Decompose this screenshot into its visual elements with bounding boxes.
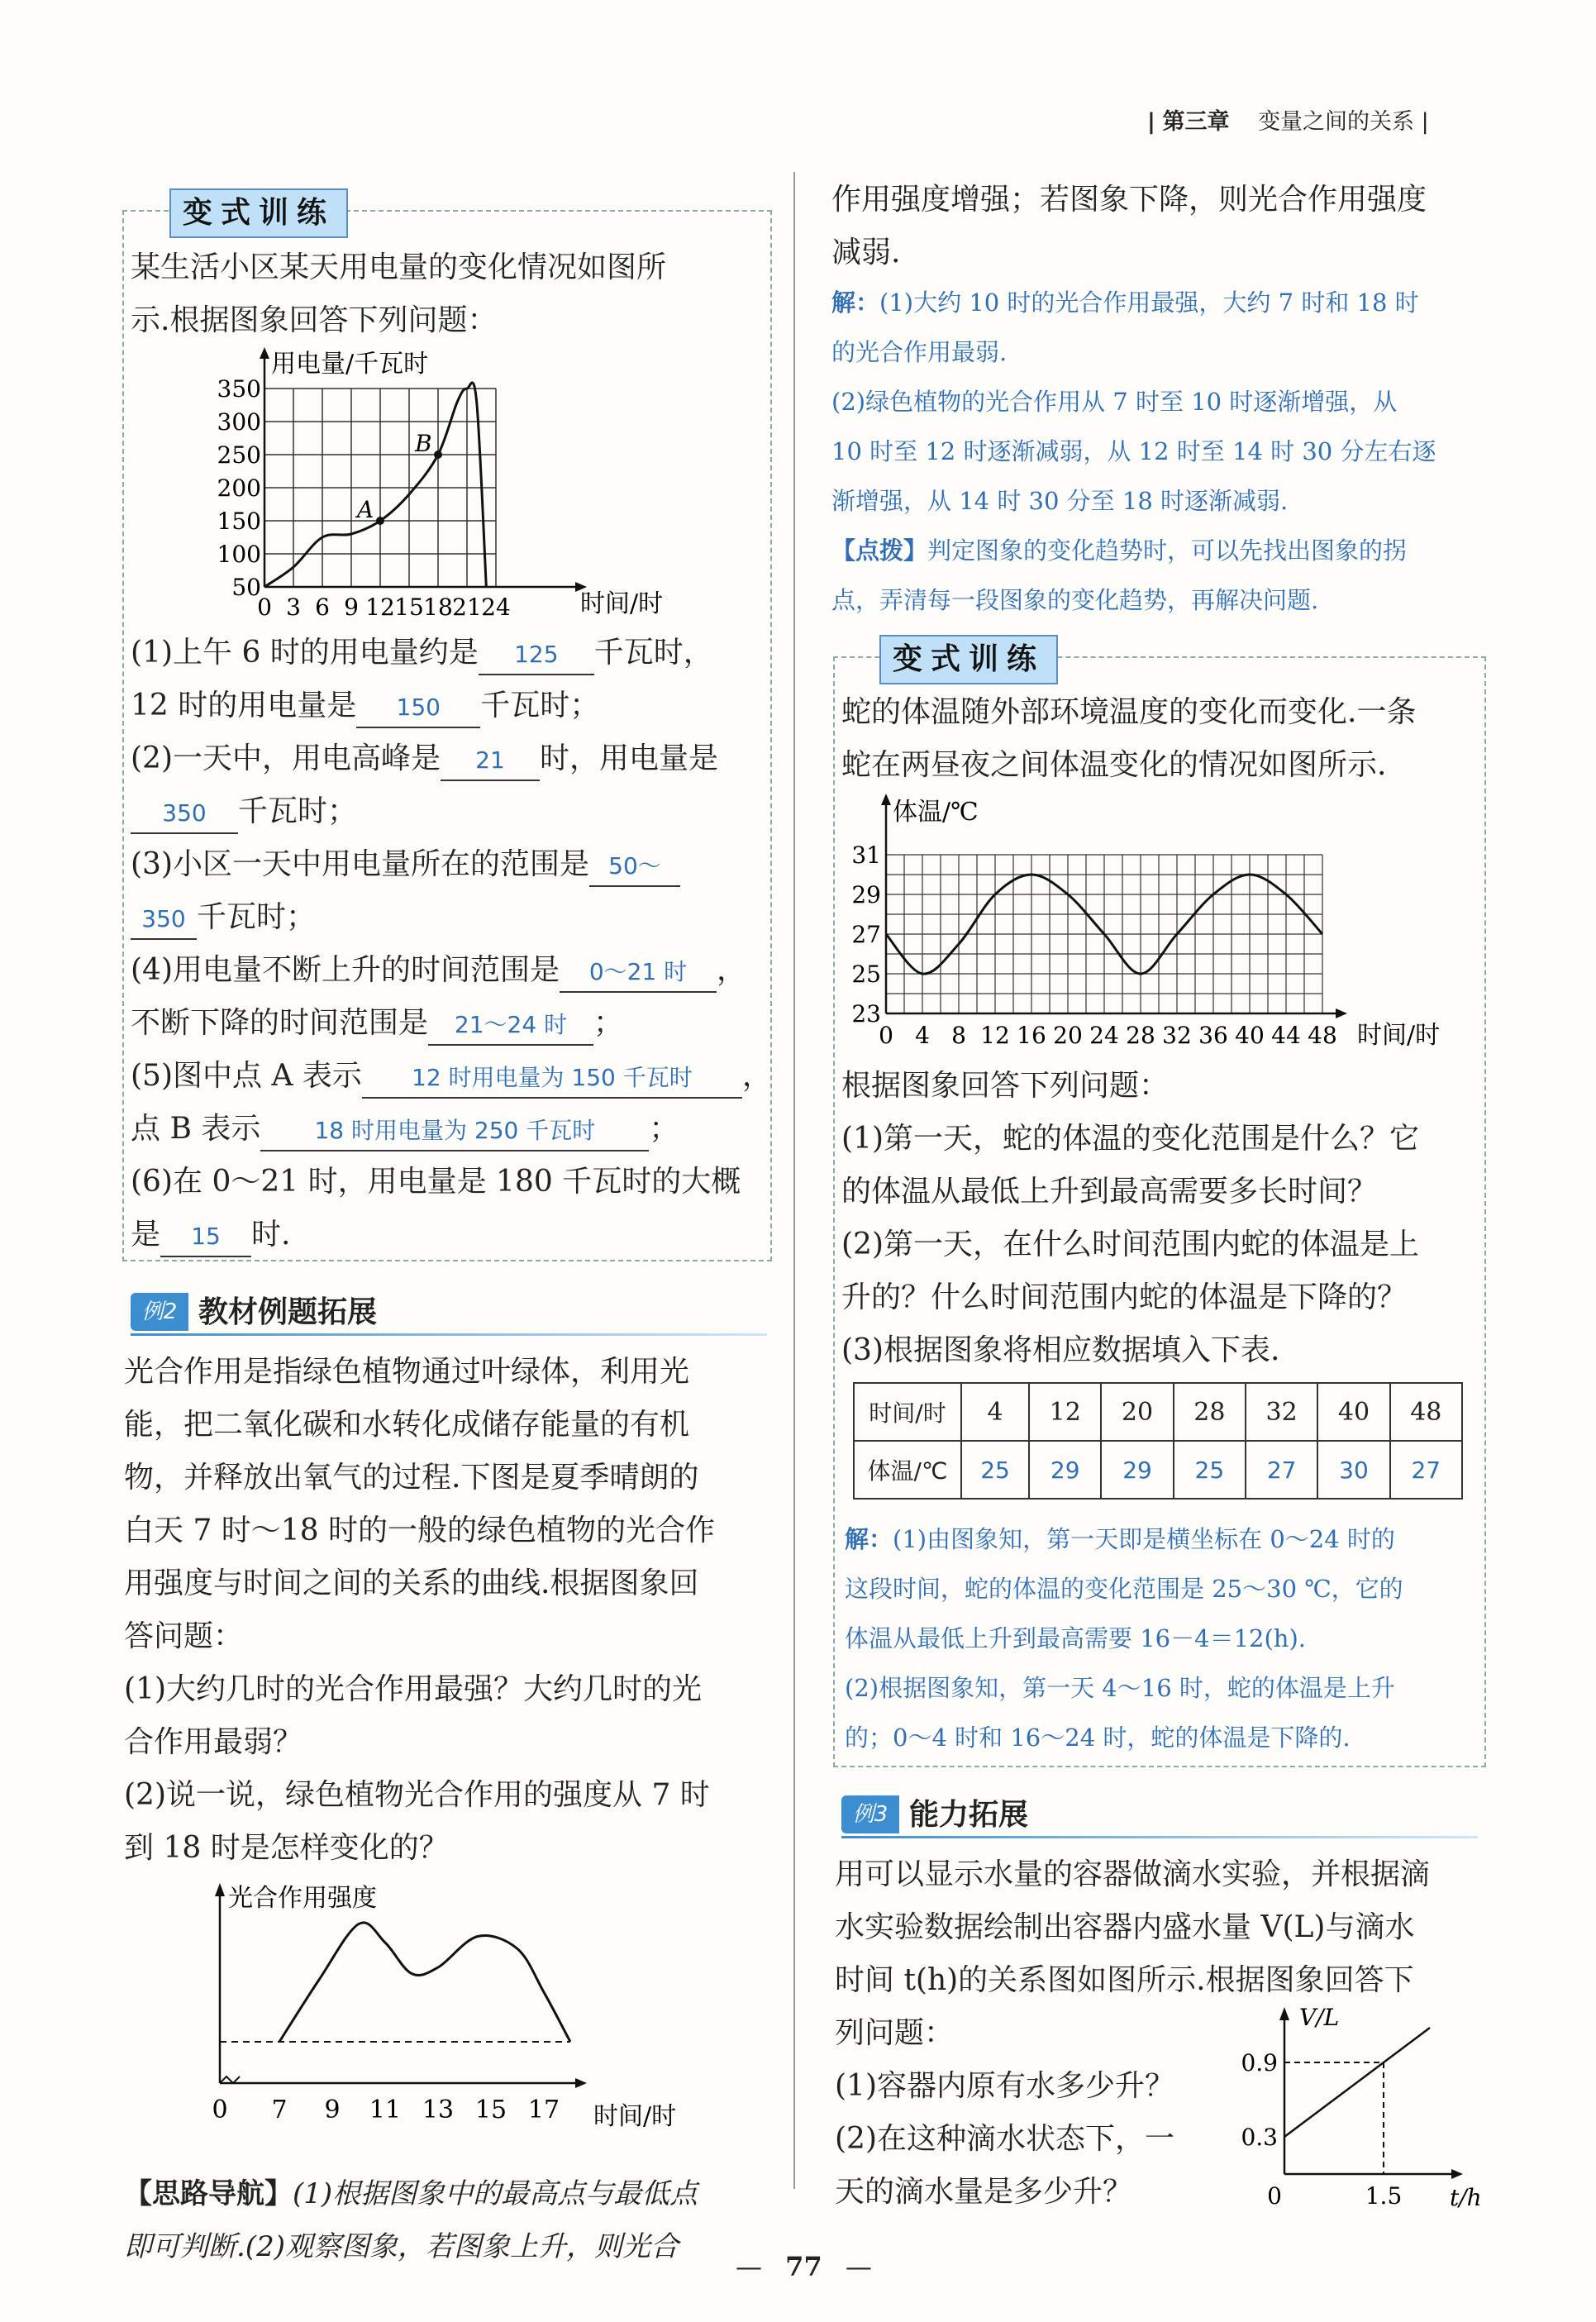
- tip-line-2: 点，弄清每一段图象的变化趋势，再解决问题.: [831, 586, 1319, 614]
- water-series-line: [1284, 2028, 1430, 2137]
- q5-line-1: (5)图中点 A 表示 12 时用电量为 150 千瓦时 ，: [131, 1050, 772, 1103]
- table-header-time: 时间/时: [854, 1383, 961, 1441]
- column-divider: [793, 172, 795, 2189]
- electricity-point-label: B: [415, 430, 432, 457]
- q1-line-1: (1)上午 6 时的用电量约是 125 千瓦时，: [131, 627, 713, 679]
- photo-x-tick: 11: [369, 2096, 402, 2124]
- solution1-line-2: 的光合作用最弱.: [831, 338, 1008, 366]
- snake-x-tick: 12: [980, 1022, 1010, 1049]
- snake-x-tick: 40: [1235, 1022, 1265, 1049]
- q6-line-1: (6)在 0～21 时，用电量是 180 千瓦时的大概: [131, 1165, 741, 1199]
- snake-y-arrow: [881, 794, 891, 805]
- electricity-y-tick: 350: [217, 375, 261, 403]
- table-cell: 28: [1174, 1383, 1246, 1441]
- q4-line-2: 不断下降的时间范围是 21～24 时 ；: [131, 997, 623, 1050]
- q3-line-1: (3)小区一天中用电量所在的范围是 50～: [131, 838, 680, 891]
- table-answer-cell[interactable]: 29: [1029, 1441, 1101, 1499]
- table-row-time: [854, 1383, 1462, 1441]
- snake-y-tick: 29: [851, 881, 881, 908]
- example3-header: [841, 1792, 1478, 1838]
- snake-xlabel: 时间/时: [1357, 1021, 1441, 1050]
- answer-q3b[interactable]: 350: [131, 900, 197, 940]
- snake-x-tick: 0: [879, 1022, 893, 1049]
- solution2-line-1: 解：(1)由图象知，第一天即是横坐标在 0～24 时的: [845, 1525, 1395, 1553]
- snake-ylabel: 体温/℃: [893, 798, 979, 827]
- right-q-3: (2)第一天，在什么时间范围内蛇的体温是上: [841, 1228, 1419, 1261]
- table-header-temp: 体温/℃: [854, 1441, 961, 1499]
- electricity-series-line: [264, 383, 486, 587]
- answer-q5a[interactable]: 12 时用电量为 150 千瓦时: [362, 1059, 742, 1099]
- table-answer-cell[interactable]: 30: [1317, 1441, 1389, 1499]
- electricity-x-tick: 18: [423, 594, 453, 621]
- example3-text-2: 水实验数据绘制出容器内盛水量 V(L)与滴水: [835, 1910, 1415, 1944]
- electricity-y-tick: 250: [217, 441, 261, 469]
- answer-q3a[interactable]: 50～: [589, 847, 680, 887]
- photo-y-arrow: [215, 1883, 225, 1896]
- electricity-ylabel: 用电量/千瓦时: [271, 350, 429, 379]
- solution2-line-3: 体温从最低上升到最高需要 16－4＝12(h).: [845, 1624, 1306, 1652]
- example3-text-1: 用可以显示水量的容器做滴水实验，并根据滴: [835, 1857, 1431, 1891]
- solution1-line-3: (2)绿色植物的光合作用从 7 时至 10 时逐渐增强，从: [831, 388, 1398, 416]
- snake-x-tick: 44: [1271, 1022, 1301, 1049]
- q2-line-1: (2)一天中，用电高峰是 21 时，用电量是: [131, 732, 718, 785]
- page-number: — 77 —: [736, 2251, 872, 2282]
- example2-header: [131, 1290, 767, 1336]
- water-y-arrow: [1279, 2007, 1289, 2020]
- snake-x-tick: 48: [1308, 1022, 1337, 1049]
- snake-y-tick: 31: [851, 842, 881, 869]
- electricity-y-tick: 100: [217, 541, 261, 568]
- electricity-x-tick: 9: [344, 594, 359, 621]
- snake-y-tick: 27: [851, 921, 881, 948]
- example2-text-1: 光合作用是指绿色植物通过叶绿体，利用光: [124, 1355, 690, 1389]
- snake-x-tick: 8: [951, 1022, 966, 1049]
- q3-line-2: 350 千瓦时；: [131, 891, 316, 944]
- solution2-line-5: 的；0～4 时和 16～24 时，蛇的体温是下降的.: [845, 1724, 1351, 1752]
- q6-line-2: 是 15 时.: [131, 1209, 290, 1261]
- electricity-x-tick: 21: [452, 594, 482, 621]
- example2-text-2: 能，把二氧化碳和水转化成储存能量的有机: [124, 1408, 690, 1442]
- right-intro-2: 蛇在两昼夜之间体温变化的情况如图所示.: [841, 748, 1387, 782]
- table-cell: 40: [1317, 1383, 1389, 1441]
- answer-q4b[interactable]: 21～24 时: [428, 1006, 593, 1046]
- water-x-tick: 0: [1267, 2182, 1282, 2210]
- water-x-tick: 1.5: [1365, 2182, 1403, 2210]
- table-answer-cell[interactable]: 25: [961, 1441, 1029, 1499]
- photo-ylabel: 光合作用强度: [228, 1884, 377, 1913]
- chapter-label: 第三章: [1162, 109, 1230, 135]
- electricity-xlabel: 时间/时: [580, 589, 664, 618]
- water-volume-chart: [1232, 2000, 1496, 2215]
- photo-x-tick: 9: [324, 2096, 341, 2124]
- tip-line-1: 【点拨】判定图象的变化趋势时，可以先找出图象的拐: [831, 536, 1408, 565]
- electricity-y-tick: 150: [217, 508, 261, 535]
- solution1-line-5: 渐增强，从 14 时 30 分至 18 时逐渐减弱.: [831, 487, 1289, 515]
- snake-x-tick: 24: [1089, 1022, 1119, 1049]
- snake-temperature-chart: [843, 794, 1479, 1058]
- table-cell: 32: [1246, 1383, 1317, 1441]
- solution1-line-1: 解：(1)大约 10 时的光合作用最强，大约 7 时和 18 时: [831, 288, 1419, 317]
- electricity-y-arrow: [260, 347, 269, 359]
- example2-title: 教材例题拓展: [198, 1295, 378, 1329]
- example3-text-4: 列问题：: [835, 2016, 955, 2050]
- snake-x-tick: 28: [1126, 1022, 1155, 1049]
- example2-text-4: 白天 7 时～18 时的一般的绿色植物的光合作: [124, 1514, 716, 1547]
- page-header: | 第三章 变量之间的关系 |: [1147, 109, 1429, 135]
- right-q-4: 升的？什么时间范围内蛇的体温是下降的？: [841, 1280, 1408, 1314]
- electricity-x-tick: 12: [365, 594, 395, 621]
- electricity-point-B: [434, 451, 442, 459]
- idea-guide-line-2: 即可判断.(2)观察图象，若图象上升，则光合: [124, 2230, 679, 2263]
- electricity-x-tick: 0: [257, 594, 272, 621]
- electricity-x-tick: 24: [481, 594, 511, 621]
- q5-line-2: 点 B 表示 18 时用电量为 250 千瓦时 ；: [131, 1103, 679, 1156]
- example3-q2-2: 天的滴水量是多少升？: [835, 2175, 1133, 2209]
- water-xlabel: t/h: [1450, 2184, 1482, 2211]
- photosynthesis-chart: [190, 1876, 719, 2149]
- example2-text-6: 答问题：: [124, 1619, 244, 1653]
- snake-x-arrow: [1336, 1008, 1347, 1018]
- right-intro-1: 蛇的体温随外部环境温度的变化而变化.一条: [841, 695, 1417, 729]
- electricity-point-label: A: [357, 496, 374, 523]
- solution2-line-4: (2)根据图象知，第一天 4～16 时，蛇的体温是上升: [845, 1674, 1395, 1702]
- chapter-title: 变量之间的关系: [1258, 109, 1415, 135]
- photo-x-tick: 13: [422, 2096, 455, 2124]
- left-intro-1: 某生活小区某天用电量的变化情况如图所: [131, 250, 667, 284]
- table-row-temp: [854, 1441, 1462, 1499]
- example2-text-3: 物，并释放出氧气的过程.下图是夏季晴朗的: [124, 1461, 699, 1495]
- answer-q1b[interactable]: 150: [356, 689, 480, 728]
- table-answer-cell[interactable]: 27: [1390, 1441, 1462, 1499]
- table-answer-cell[interactable]: 27: [1246, 1441, 1317, 1499]
- photo-x-tick: 15: [474, 2096, 507, 2124]
- answer-q1a[interactable]: 125: [479, 636, 594, 675]
- snake-x-tick: 20: [1053, 1022, 1083, 1049]
- electricity-chart: [190, 347, 686, 628]
- table-answer-cell[interactable]: 25: [1174, 1441, 1246, 1499]
- table-cell: 12: [1029, 1383, 1101, 1441]
- electricity-grid: [264, 389, 496, 587]
- example2-badge: 例2: [131, 1293, 188, 1331]
- photo-series-line: [279, 1923, 570, 2042]
- snake-y-tick: 25: [851, 961, 881, 988]
- snake-x-tick: 32: [1162, 1022, 1192, 1049]
- snake-x-tick: 4: [915, 1022, 930, 1049]
- guide-cont-1: 作用强度增强；若图象下降，则光合作用强度: [831, 183, 1427, 217]
- right-q-1: (1)第一天，蛇的体温的变化范围是什么？它: [841, 1122, 1419, 1156]
- solution1-line-4: 10 时至 12 时逐渐减弱，从 12 时至 14 时 30 分左右逐: [831, 437, 1436, 465]
- photo-x-tick: 7: [271, 2096, 288, 2124]
- example3-q2-1: (2)在这种滴水状态下，一: [835, 2122, 1174, 2156]
- photo-x-tick: 0: [212, 2096, 228, 2124]
- example3-q1: (1)容器内原有水多少升？: [835, 2069, 1174, 2103]
- right-q-2: 的体温从最低上升到最高需要多长时间？: [841, 1175, 1378, 1209]
- right-q-5: (3)根据图象将相应数据填入下表.: [841, 1333, 1280, 1367]
- water-x-arrow: [1451, 2169, 1463, 2179]
- water-ylabel: V/L: [1299, 2004, 1340, 2031]
- example3-title: 能力拓展: [909, 1798, 1029, 1832]
- water-y-tick: 0.3: [1241, 2124, 1278, 2151]
- example3-badge: 例3: [841, 1795, 899, 1833]
- right-after-chart: 根据图象回答下列问题：: [841, 1069, 1170, 1103]
- example2-q1-2: 合作用最弱？: [124, 1725, 303, 1759]
- table-cell: 4: [961, 1383, 1029, 1441]
- q1-line-2: 12 时的用电量是 150 千瓦时；: [131, 679, 599, 732]
- temperature-table: [853, 1382, 1463, 1500]
- electricity-x-tick: 6: [315, 594, 330, 621]
- table-answer-cell[interactable]: 29: [1101, 1441, 1173, 1499]
- example2-text-5: 用强度与时间之间的关系的曲线.根据图象回: [124, 1566, 699, 1600]
- photo-x-arrow: [575, 2078, 587, 2088]
- example2-q2-2: 到 18 时是怎样变化的？: [124, 1831, 449, 1865]
- solution2-line-2: 这段时间，蛇的体温的变化范围是 25～30 ℃，它的: [845, 1575, 1403, 1603]
- variant-training-tag-right: 变式训练: [879, 635, 1058, 684]
- snake-x-tick: 36: [1198, 1022, 1228, 1049]
- example2-q1-1: (1)大约几时的光合作用最强？大约几时的光: [124, 1672, 702, 1706]
- electricity-y-tick: 200: [217, 474, 261, 502]
- photo-xlabel: 时间/时: [593, 2102, 677, 2131]
- guide-cont-2: 减弱.: [831, 236, 901, 269]
- example3-text-3: 时间 t(h)的关系图如图所示.根据图象回答下: [835, 1963, 1414, 1997]
- water-y-tick: 0.9: [1241, 2049, 1278, 2076]
- table-cell: 48: [1390, 1383, 1462, 1441]
- idea-guide-line-1: 【思路导航】(1)根据图象中的最高点与最低点: [124, 2177, 698, 2210]
- electricity-x-tick: 3: [286, 594, 301, 621]
- answer-q6[interactable]: 15: [160, 1218, 251, 1257]
- electricity-y-tick: 300: [217, 408, 261, 436]
- variant-training-tag: 变式训练: [169, 188, 348, 238]
- table-cell: 20: [1101, 1383, 1173, 1441]
- electricity-x-tick: 15: [394, 594, 424, 621]
- photo-x-tick: 17: [527, 2096, 560, 2124]
- q4-line-1: (4)用电量不断上升的时间范围是 0～21 时 ，: [131, 944, 746, 997]
- answer-q5b[interactable]: 18 时用电量为 250 千瓦时: [260, 1112, 649, 1151]
- answer-q4a[interactable]: 0～21 时: [560, 953, 717, 993]
- q2-line-2: 350 千瓦时；: [131, 785, 357, 838]
- snake-y-tick: 23: [851, 1000, 881, 1027]
- electricity-point-A: [376, 517, 384, 525]
- left-intro-2: 示.根据图象回答下列问题：: [131, 303, 498, 337]
- electricity-y-tick: 50: [231, 574, 261, 601]
- answer-q2b[interactable]: 350: [131, 794, 238, 834]
- answer-q2a[interactable]: 21: [441, 741, 540, 781]
- snake-x-tick: 16: [1017, 1022, 1046, 1049]
- example2-q2-1: (2)说一说，绿色植物光合作用的强度从 7 时: [124, 1778, 710, 1812]
